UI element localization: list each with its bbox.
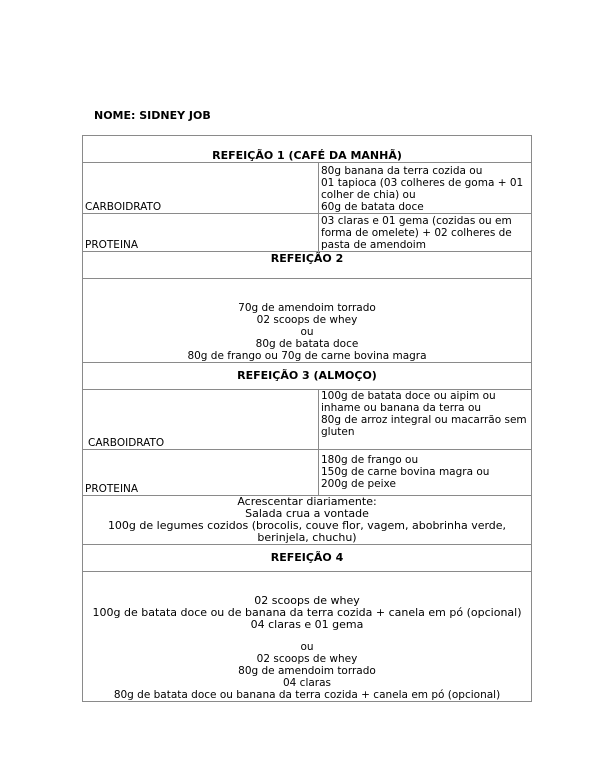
meal4-line: 04 claras bbox=[282, 677, 332, 689]
meal2-line: 70g de amendoim torrado bbox=[238, 302, 376, 314]
meal3-extra-line: Acrescentar diariamente: bbox=[237, 495, 377, 508]
meal3-extra-line: 100g de legumes cozidos (brocolis, couve flor, vagem, abobrinha verde, bbox=[107, 519, 507, 532]
meal3-title: REFEIÇÃO 3 (ALMOÇO) bbox=[83, 363, 532, 390]
patient-name: NOME: SIDNEY JOB bbox=[94, 109, 211, 122]
diet-table bbox=[82, 135, 532, 702]
meal3-protein-line: 200g de peixe bbox=[321, 478, 396, 490]
meal3-extra-line: berinjela, chuchu) bbox=[257, 531, 357, 544]
meal4-line: 02 scoops de whey bbox=[256, 653, 358, 665]
meal4-line: 04 claras e 01 gema bbox=[250, 618, 364, 631]
meal4-line: 02 scoops de whey bbox=[254, 594, 360, 607]
meal3-protein-line: 150g de carne bovina magra ou bbox=[321, 466, 490, 478]
meal4-line: 80g de amendoim torrado bbox=[238, 665, 376, 677]
meal1-carb-line: 80g banana da terra cozida ou bbox=[321, 165, 483, 177]
meal1-protein-line: forma de omelete) + 02 colheres de bbox=[321, 227, 512, 239]
meal4-line: ou bbox=[300, 641, 314, 653]
meal2-line: 80g de frango ou 70g de carne bovina magra bbox=[187, 350, 427, 362]
meal1-title: REFEIÇÃO 1 (CAFÉ DA MANHÃ) bbox=[83, 136, 532, 163]
meal1-protein-label: PROTEINA bbox=[83, 214, 319, 252]
meal3-protein-label: PROTEINA bbox=[83, 450, 319, 496]
meal1-protein-line: 03 claras e 01 gema (cozidas ou em bbox=[321, 215, 512, 227]
meal3-protein-line: 180g de frango ou bbox=[321, 454, 419, 466]
meal1-carb-line: colher de chia) ou bbox=[321, 189, 416, 201]
meal3-extra-cell bbox=[83, 496, 532, 545]
meal2-title: REFEIÇÃO 2 bbox=[83, 252, 532, 279]
meal2-line: 80g de batata doce bbox=[255, 338, 359, 350]
meal3-carb-line: 100g de batata doce ou aipim ou bbox=[321, 390, 496, 402]
meal4-title: REFEIÇÃO 4 bbox=[83, 545, 532, 572]
meal3-carb-line: 80g de arroz integral ou macarrão sem bbox=[321, 414, 527, 426]
meal2-line: 02 scoops de whey bbox=[256, 314, 358, 326]
meal3-extra-line: Salada crua a vontade bbox=[245, 507, 369, 520]
meal1-protein-line: pasta de amendoim bbox=[321, 239, 426, 251]
meal1-protein-cell bbox=[319, 214, 532, 252]
meal3-carb-line: gluten bbox=[321, 426, 355, 438]
meal1-carb-cell bbox=[319, 163, 532, 214]
meal3-carb-cell bbox=[319, 390, 532, 450]
meal4-spacer bbox=[85, 631, 529, 641]
meal3-carb-label: CARBOIDRATO bbox=[83, 390, 319, 450]
meal3-carb-line: inhame ou banana da terra ou bbox=[321, 402, 482, 414]
meal2-line: ou bbox=[300, 326, 314, 338]
meal4-line: 100g de batata doce ou de banana da terra cozida + canela em pó (opcional) bbox=[92, 606, 522, 619]
meal4-cell bbox=[83, 572, 532, 702]
meal1-carb-line: 01 tapioca (03 colheres de goma + 01 bbox=[321, 177, 524, 189]
meal4-line: 80g de batata doce ou banana da terra cozida + canela em pó (opcional) bbox=[113, 689, 501, 701]
meal1-carb-label: CARBOIDRATO bbox=[83, 163, 319, 214]
meal1-carb-line: 60g de batata doce bbox=[321, 201, 424, 213]
meal3-protein-cell bbox=[319, 450, 532, 496]
meal2-cell bbox=[83, 279, 532, 363]
